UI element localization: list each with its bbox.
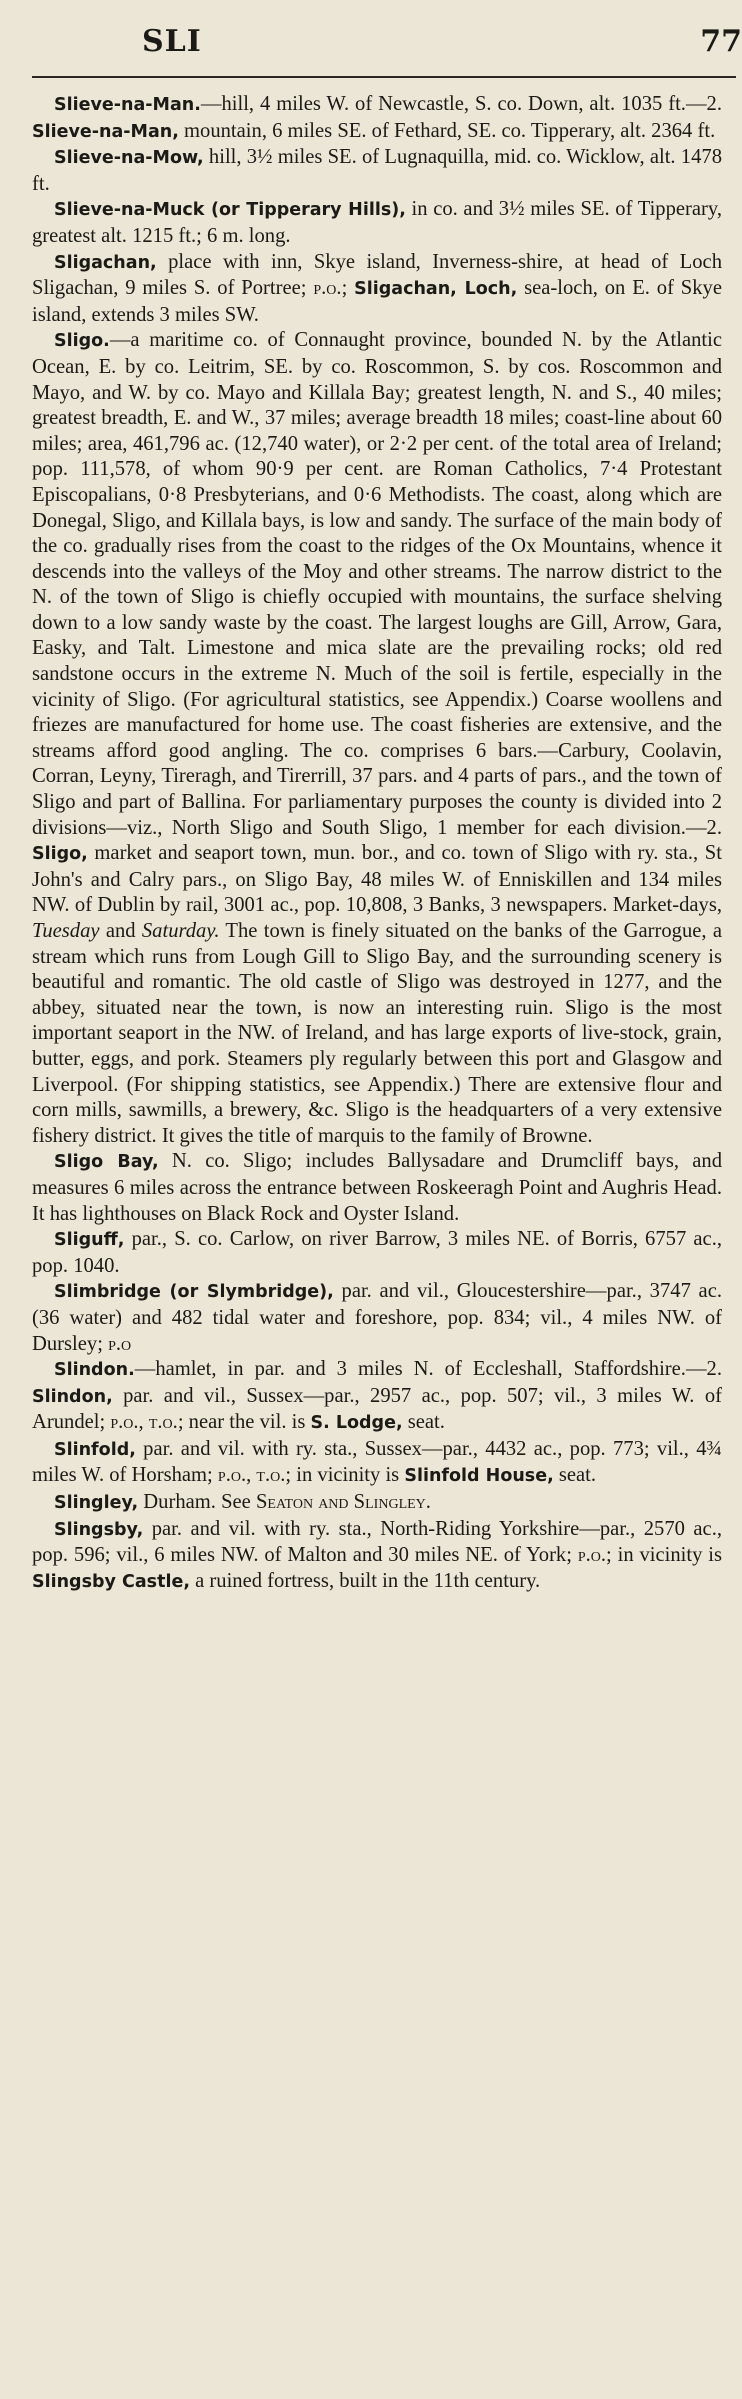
entry-text: market and seaport town, mun. bor., and co. town of Sligo with ry. sta., St John's and Calry pars., on Sligo Bay, 48 miles W. of Enniskillen and 134 miles NW. of Dublin by rail, 3001 ac., pop. 10,808, 3 Banks, 3 newspapers. Market-days,	[32, 842, 722, 917]
entry-headword: Sliguff,	[54, 1230, 125, 1251]
entry-abbreviation: p.o.	[313, 277, 342, 300]
entry-headword: Slinfold,	[54, 1439, 136, 1460]
entry-text: —hill, 4 miles W. of Newcastle, S. co. Down, alt. 1035 ft.—2.	[200, 93, 722, 115]
entry-text: Durham. See	[138, 1491, 256, 1514]
entry-abbreviation: p.o.	[577, 1544, 607, 1567]
entry-text: ; near the vil. is	[177, 1411, 311, 1434]
gazetteer-entry	[32, 1357, 722, 1437]
entry-abbreviation: Seaton and Slingley.	[255, 1491, 431, 1514]
entry-text: par. and vil. with ry. sta., Sussex—par., 4432 ac., pop. 773; vil., 4¾ miles W. of Horsham;	[32, 1437, 722, 1487]
entry-text: ; in vicinity is	[606, 1544, 722, 1567]
entry-text: ;	[341, 277, 355, 300]
gazetteer-entry	[32, 92, 722, 145]
entry-text: —hamlet, in par. and 3 miles N. of Eccleshall, Staffordshire.—2.	[134, 1358, 722, 1381]
entry-text: hill, 3½ miles SE. of Lugnaquilla, mid. co. Wicklow, alt. 1478 ft.	[32, 146, 722, 195]
entry-text: par. and vil., Gloucestershire—par., 3747 ac. (36 water) and 482 tidal water and foreshore, pop. 834; vil., 4 miles NW. of Dursley;	[32, 1280, 722, 1355]
entry-text: par., S. co. Carlow, on river Barrow, 3 miles NE. of Borris, 6757 ac., pop. 1040.	[32, 1228, 722, 1277]
header-rule	[32, 76, 736, 78]
entry-headword: Slindon,	[32, 1386, 113, 1407]
entry-italic-text: Saturday.	[141, 920, 220, 942]
running-head-title: SLI	[142, 24, 202, 59]
entry-headword: Sligachan, Loch,	[354, 279, 518, 300]
entry-headword: Slingsby,	[54, 1519, 144, 1540]
entry-headword: Slinfold House,	[404, 1466, 554, 1487]
page-number: 77	[700, 24, 742, 59]
entry-headword: Slindon.	[54, 1360, 135, 1381]
entry-text: seat.	[402, 1411, 445, 1434]
entry-headword: Slingsby Castle,	[32, 1571, 190, 1592]
entry-text: place with inn, Skye island, Inverness-shire, at head of Loch Sligachan, 9 miles S. of Portree;	[32, 250, 722, 300]
gazetteer-entry	[32, 250, 722, 329]
gazetteer-entry	[32, 1149, 722, 1227]
entry-text: seat.	[553, 1464, 597, 1487]
gazetteer-entry	[32, 1437, 722, 1490]
entry-headword: Slieve-na-Man,	[32, 121, 179, 142]
entry-italic-text: Tuesday	[32, 920, 100, 942]
entry-text: N. co. Sligo; includes Ballysadare and Drumcliff bays, and measures 6 miles across the entrance between Roskeeragh Point and Aughris Head. It has lighthouses on Black Rock and Oyster Island.	[32, 1150, 722, 1225]
entry-text: sea-loch, on E. of Skye island, extends 3 miles SW.	[32, 277, 722, 326]
gazetteer-entry	[32, 145, 722, 197]
entry-headword: Sligachan,	[54, 252, 157, 273]
entry-abbreviation: p.o., t.o.	[217, 1464, 286, 1487]
entry-headword: Slieve-na-Muck (or Tipperary Hills),	[54, 200, 406, 221]
entry-headword: Slimbridge (or Slymbridge),	[54, 1282, 334, 1303]
gazetteer-entry	[32, 328, 722, 1149]
entry-text: mountain, 6 miles SE. of Fethard, SE. co. Tipperary, alt. 2364 ft.	[178, 119, 716, 142]
entry-text: ; in vicinity is	[285, 1464, 405, 1487]
entry-headword: Sligo.	[54, 331, 110, 352]
entry-headword: Sligo Bay,	[54, 1152, 159, 1173]
entry-text: and	[99, 920, 142, 942]
gazetteer-entry	[32, 1490, 722, 1517]
entry-headword: Slingley,	[54, 1493, 139, 1514]
entry-headword: S. Lodge,	[310, 1413, 403, 1434]
entry-abbreviation: p.o., t.o.	[110, 1411, 178, 1434]
gazetteer-entry	[32, 1517, 722, 1596]
entry-text: —a maritime co. of Connaught province, bounded N. by the Atlantic Ocean, E. by co. Leitrim, SE. by co. Roscommon, S. by cos. Roscommon and Mayo, and W. by co. Mayo and Killala Bay; greatest length, N. and S., 40 miles; greatest breadth, E. and W., 37 miles; average breadth 18 miles; coast-line about 60 miles; area, 461,796 ac. (12,740 water), or 2·2 per cent. of the total area of Ireland; pop. 111,578, of whom 90·9 per cent. are Roman Catholics, 7·4 Protestant Episcopalians, 0·8 Presbyterians, and 0·6 Methodists. The coast, along which are Donegal, Sligo, and Killala bays, is low and sandy. The surface of the main body of the co. gradually rises from the coast to the ridges of the Ox Mountains, whence it descends into the valleys of the Moy and other streams. The narrow district to the N. of the town of Sligo is chiefly occupied with mountains, the surface shelving down to a low sandy waste by the coast. The largest loughs are Gill, Arrow, Gara, Easky, and Talt. Limestone and mica slate are the prevailing rocks; old red sandstone occurs in the extreme N. Much of the soil is fertile, especially in the vicinity of Sligo. (For agricultural statistics, see Appendix.) Coarse woollens and friezes are manufactured for home use. The coast fisheries are extensive, and the streams afford good angling. The co. comprises 6 bars.—Carbury, Coolavin, Corran, Leyny, Tireragh, and Tirerrill, 37 pars. and 4 parts of pars., and the town of Sligo and part of Ballina. For parliamentary purposes the county is divided into 2 divisions—viz., North Sligo and South Sligo, 1 member for each division.—2.	[32, 329, 722, 839]
entry-text: The town is finely situated on the banks of the Garrogue, a stream which runs from Lough Gill to Sligo Bay, and the surrounding scenery is beautiful and romantic. The old castle of Sligo was destroyed in 1277, and the abbey, situated near the town, is now an interesting ruin. Sligo is the most important seaport in the NW. of Ireland, and has large exports of live-stock, grain, butter, eggs, and pork. Steamers ply regularly between this port and Glasgow and Liverpool. (For shipping statistics, see Appendix.) There are extensive flour and corn mills, sawmills, a brewery, &c. Sligo is the headquarters of a very extensive fishery district. It gives the title of marquis to the family of Browne.	[32, 920, 722, 1147]
entry-headword: Slieve-na-Man.	[54, 95, 201, 115]
entry-headword: Slieve-na-Mow,	[54, 148, 204, 169]
entry-text: a ruined fortress, built in the 11th century.	[189, 1569, 541, 1592]
entry-text: par. and vil. with ry. sta., North-Riding Yorkshire—par., 2570 ac., pop. 596; vil., 6 miles NW. of Malton and 30 miles NE. of York;	[32, 1517, 722, 1567]
gazetteer-entry	[32, 1227, 722, 1279]
gazetteer-entry	[32, 1279, 722, 1357]
entry-text: in co. and 3½ miles SE. of Tipperary, greatest alt. 1215 ft.; 6 m. long.	[32, 198, 722, 247]
entry-text: par. and vil., Sussex—par., 2957 ac., pop. 507; vil., 3 miles W. of Arundel;	[32, 1384, 722, 1434]
gazetteer-entry	[32, 197, 722, 249]
entry-abbreviation: p.o	[108, 1332, 132, 1355]
running-head	[0, 18, 742, 64]
entry-list	[32, 92, 722, 1595]
entry-headword: Sligo,	[32, 844, 88, 865]
